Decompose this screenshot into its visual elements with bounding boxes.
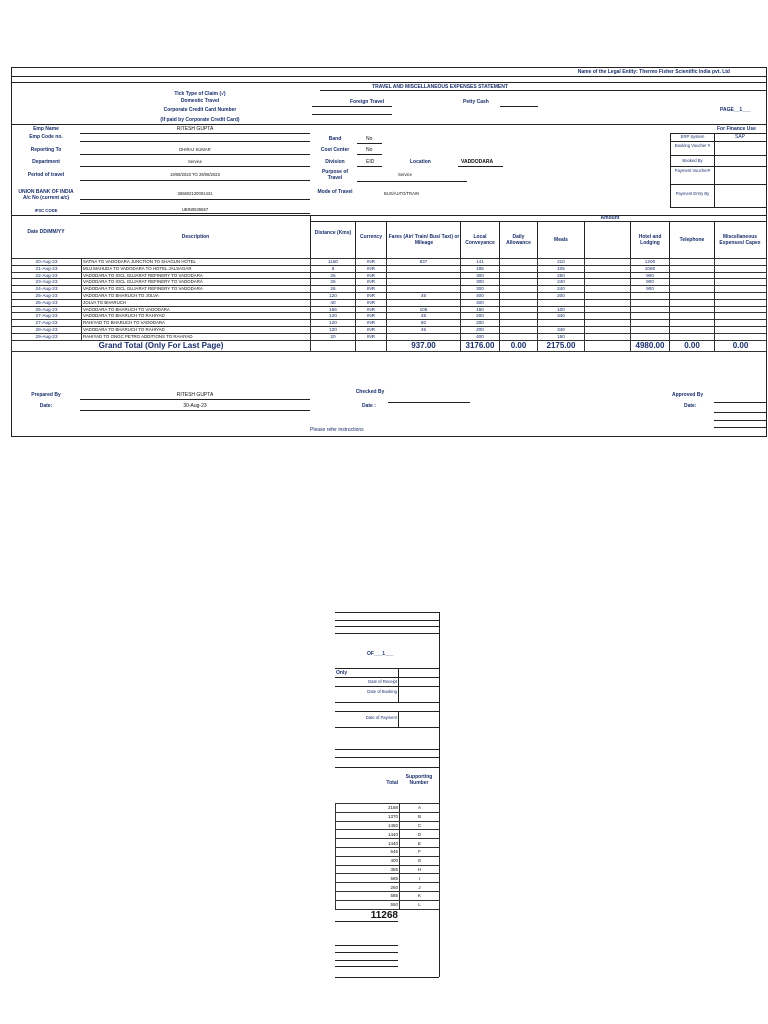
bank-label: UNION BANK OF INDIA <box>18 189 74 195</box>
table-row <box>12 313 767 320</box>
row-distance: 120 <box>311 320 356 327</box>
supporting-row <box>336 821 440 830</box>
row-daily <box>500 333 538 340</box>
row-date: 22-Aug-23 <box>12 272 82 279</box>
row-local: 300 <box>461 286 500 293</box>
row-misc <box>715 279 767 286</box>
total-daily: 0.00 <box>500 340 538 351</box>
row-blank <box>585 286 631 293</box>
row-fare: 45 <box>387 326 461 333</box>
prepared-by-value: RITESH GUPTA <box>176 392 214 398</box>
row-daily <box>500 272 538 279</box>
supporting-ref: I <box>400 874 440 883</box>
account-value: 355602120001441 <box>177 191 213 196</box>
row-currency: INR <box>356 265 387 272</box>
row-misc <box>715 292 767 299</box>
row-blank <box>585 333 631 340</box>
row-daily <box>500 265 538 272</box>
supporting-ref: G <box>400 856 440 865</box>
supporting-row <box>336 865 440 874</box>
row-hotel <box>631 333 670 340</box>
row-description: VADODARA TO BHARUCH TO RAHIYAD <box>82 326 311 333</box>
row-hotel <box>631 306 670 313</box>
row-daily <box>500 299 538 306</box>
row-description: VADODARA TO IOCL GUJARAT REFINERY TO VADODARA <box>82 272 311 279</box>
period-label: Period of travel <box>27 172 65 178</box>
row-telephone <box>670 259 715 266</box>
distance-col-header: Distance (Kms) <box>314 230 352 236</box>
row-description: VADODARA TO BHARUCH TO JOLVA <box>82 292 311 299</box>
row-meals <box>538 320 585 327</box>
row-fare: 837 <box>387 259 461 266</box>
total-misc: 0.00 <box>715 340 767 351</box>
misc-col-header: Miscellaneous Expenses/ Capex <box>719 234 761 246</box>
supporting-ref: D <box>400 830 440 839</box>
row-fare <box>387 265 461 272</box>
reporting-value: DHIRAJ KUMAR <box>179 147 211 152</box>
row-fare <box>387 299 461 306</box>
row-telephone <box>670 279 715 286</box>
supporting-total: 1440 <box>336 839 400 848</box>
row-meals: 340 <box>538 313 585 320</box>
row-daily <box>500 279 538 286</box>
row-distance: 20 <box>311 333 356 340</box>
tick-type-label: Tick Type of Claim (√) <box>174 91 226 97</box>
row-telephone <box>670 333 715 340</box>
page-label: PAGE__1___ <box>720 107 751 113</box>
row-description: VADODARA TO IOCL GUJARAT REFINERY TO VADODARA <box>82 279 311 286</box>
supporting-row <box>336 847 440 856</box>
only-label: Only <box>336 670 348 676</box>
supporting-total: 585 <box>336 891 400 900</box>
row-blank <box>585 306 631 313</box>
row-hotel <box>631 292 670 299</box>
row-blank <box>585 326 631 333</box>
row-date: 27-Aug-23 <box>12 313 82 320</box>
row-blank <box>585 299 631 306</box>
row-distance: 1150 <box>311 259 356 266</box>
row-fare: 45 <box>387 292 461 299</box>
row-description: RAHIYAD TO ONGC PETRO ADDITIONS TO RAHIYAD <box>82 333 311 340</box>
supporting-ref: F <box>400 847 440 856</box>
row-misc <box>715 306 767 313</box>
fares-col-header: Fares (Air/ Train/ Bus/ Taxi) or Mileage <box>388 234 460 246</box>
meals-col-header: Meals <box>554 237 568 243</box>
date-booking-label: Date of Booking <box>367 689 397 694</box>
cost-center-value: No <box>366 147 373 153</box>
row-hotel: 900 <box>631 279 670 286</box>
domestic-travel-label: Domestic Travel <box>180 98 220 104</box>
local-col-header: Local Conveyance <box>465 234 495 246</box>
grand-total-row <box>12 340 767 351</box>
row-misc <box>715 326 767 333</box>
supporting-row <box>336 830 440 839</box>
row-date: 21-Aug-23 <box>12 265 82 272</box>
date-col-header: Date DD/MM/YY <box>27 229 65 235</box>
row-meals: 100 <box>538 306 585 313</box>
total-meals: 2175.00 <box>538 340 585 351</box>
emp-code-label: Emp Code no. <box>29 134 63 140</box>
expense-table <box>11 258 767 352</box>
supporting-ref: E <box>400 839 440 848</box>
row-currency: INR <box>356 279 387 286</box>
location-value: VADDODARA <box>461 159 494 165</box>
row-blank <box>585 272 631 279</box>
mode-label: Mode of Travel <box>317 189 353 195</box>
table-row <box>12 286 767 293</box>
row-date: 24-Aug-23 <box>12 286 82 293</box>
row-blank <box>585 279 631 286</box>
amount-header: Amount <box>600 215 620 221</box>
supporting-ref: A <box>400 804 440 813</box>
row-hotel: 900 <box>631 272 670 279</box>
row-local: 150 <box>461 306 500 313</box>
payment-entry-label: Payment Entry By <box>675 191 710 196</box>
row-distance: 40 <box>311 299 356 306</box>
row-description: MUJ MAHUDA TO VADODARA TO HOTEL JALSAGAR <box>82 265 311 272</box>
total-local: 3176.00 <box>461 340 500 351</box>
row-currency: INR <box>356 272 387 279</box>
row-currency: INR <box>356 306 387 313</box>
row-description: SATNA TO VADODARA JUNCTION TO SHAGUN HOTEL <box>82 259 311 266</box>
row-date: 26-Aug-23 <box>12 306 82 313</box>
row-hotel: 1080 <box>631 265 670 272</box>
row-local: 185 <box>461 265 500 272</box>
row-telephone <box>670 320 715 327</box>
row-description: RAHIYAD TO BHARUCH TO VADODARA <box>82 320 311 327</box>
row-meals: 250 <box>538 272 585 279</box>
row-currency: INR <box>356 299 387 306</box>
band-label: Band <box>328 136 342 142</box>
total-telephone: 0.00 <box>670 340 715 351</box>
petty-cash-label: Petty Cash <box>463 99 489 105</box>
row-fare: 45 <box>387 313 461 320</box>
row-blank <box>585 313 631 320</box>
row-telephone <box>670 286 715 293</box>
row-hotel <box>631 326 670 333</box>
row-blank <box>585 259 631 266</box>
supporting-ref: K <box>400 891 440 900</box>
booking-voucher-label: Booking Voucher # <box>674 143 711 148</box>
ifsc-value: UBIN0535567 <box>181 207 209 212</box>
supporting-row <box>336 856 440 865</box>
supporting-ref: H <box>400 865 440 874</box>
total-col-label: Total <box>386 780 398 786</box>
table-row <box>12 292 767 299</box>
row-misc <box>715 313 767 320</box>
row-telephone <box>670 265 715 272</box>
row-telephone <box>670 313 715 320</box>
row-date: 27-Aug-23 <box>12 320 82 327</box>
row-currency: INR <box>356 326 387 333</box>
row-misc <box>715 265 767 272</box>
row-fare <box>387 272 461 279</box>
row-misc <box>715 272 767 279</box>
total-fare: 937.00 <box>387 340 461 351</box>
row-misc <box>715 333 767 340</box>
row-local: 300 <box>461 272 500 279</box>
row-fare <box>387 333 461 340</box>
row-distance: 156 <box>311 306 356 313</box>
purpose-value: Service <box>398 172 412 177</box>
prepared-date-value: 30-Aug-23 <box>183 403 207 409</box>
total-hotel: 4980.00 <box>631 340 670 351</box>
date-receipt-label: Date of Receipt <box>368 679 397 684</box>
row-daily <box>500 313 538 320</box>
ifsc-label: IFSC CODE <box>34 208 58 213</box>
supporting-row <box>336 891 440 900</box>
supporting-table <box>335 803 440 910</box>
row-description: JOLVA TO BHARUCH <box>82 299 311 306</box>
table-row <box>12 320 767 327</box>
row-meals: 210 <box>538 259 585 266</box>
row-hotel <box>631 313 670 320</box>
supporting-row <box>336 839 440 848</box>
row-description: VADODARA TO IOCL GUJARAT REFINERY TO VADODARA <box>82 286 311 293</box>
row-meals: 150 <box>538 333 585 340</box>
row-meals: 340 <box>538 326 585 333</box>
row-blank <box>585 292 631 299</box>
row-distance: 26 <box>311 272 356 279</box>
row-distance: 120 <box>311 326 356 333</box>
row-local: 200 <box>461 320 500 327</box>
erp-value: SAP <box>734 134 745 140</box>
row-misc <box>715 299 767 306</box>
table-row <box>12 306 767 313</box>
row-meals: 240 <box>538 286 585 293</box>
row-blank <box>585 265 631 272</box>
row-date: 28-Aug-23 <box>12 326 82 333</box>
if-paid-label: (If paid by Corporate Credit Card) <box>160 117 240 123</box>
row-blank <box>585 320 631 327</box>
row-meals: 200 <box>538 292 585 299</box>
supporting-row <box>336 874 440 883</box>
row-hotel <box>631 299 670 306</box>
supporting-total: 355 <box>336 865 400 874</box>
instructions-note: Please refer instructions <box>310 427 364 433</box>
table-row <box>12 326 767 333</box>
row-daily <box>500 306 538 313</box>
row-currency: INR <box>356 320 387 327</box>
row-date: 25-Aug-23 <box>12 292 82 299</box>
row-date: 25-Aug-23 <box>12 299 82 306</box>
row-currency: INR <box>356 333 387 340</box>
row-distance: 120 <box>311 313 356 320</box>
supporting-total: 550 <box>336 900 400 909</box>
row-fare: 60 <box>387 320 461 327</box>
row-currency: INR <box>356 313 387 320</box>
table-row <box>12 259 767 266</box>
telephone-col-header: Telephone <box>679 237 705 243</box>
mode-value: BUS/AUTO/TRAIN <box>384 191 420 196</box>
row-local: 200 <box>461 326 500 333</box>
row-currency: INR <box>356 259 387 266</box>
cost-center-label: Cost Center <box>320 147 350 153</box>
approved-date-label: Date: <box>684 403 697 409</box>
division-label: Division <box>325 159 345 165</box>
supporting-row <box>336 812 440 821</box>
row-telephone <box>670 299 715 306</box>
prepared-by-label: Prepared By <box>31 392 61 398</box>
grand-total-label: Grand Total (Only For Last Page) <box>12 340 311 351</box>
daily-col-header: Daily Allowance <box>506 234 531 246</box>
row-description: VADODARA TO BHARUCH TO RAHIYAD <box>82 313 311 320</box>
row-daily <box>500 326 538 333</box>
statement-title: TRAVEL AND MISCELLANEOUS EXPENSES STATEMENT <box>372 84 508 90</box>
band-value: No <box>366 136 373 142</box>
row-local: 300 <box>461 279 500 286</box>
supporting-total: 1370 <box>336 812 400 821</box>
supporting-ref: B <box>400 812 440 821</box>
reporting-label: Reporting To <box>30 147 62 153</box>
row-hotel <box>631 320 670 327</box>
legal-entity: Name of the Legal Entity: Thermo Fisher Scientific India pvt. Ltd <box>577 69 730 75</box>
currency-col-header: Currency <box>360 234 382 240</box>
row-local: 400 <box>461 299 500 306</box>
prepared-date-label: Date: <box>39 403 53 409</box>
row-telephone <box>670 306 715 313</box>
supporting-total: 585 <box>336 874 400 883</box>
payment-voucher-label: Payment Voucher# <box>674 168 711 173</box>
row-daily <box>500 292 538 299</box>
emp-name-label: Emp Name <box>33 126 59 132</box>
period-value: 19/08/2023 TO 29/08/2023 <box>170 172 220 177</box>
erp-label: ERP System <box>680 134 705 139</box>
row-meals: 105 <box>538 265 585 272</box>
row-local: 400 <box>461 333 500 340</box>
checked-by-label: Checked By <box>355 389 385 395</box>
row-misc <box>715 320 767 327</box>
row-misc <box>715 286 767 293</box>
foreign-travel-label: Foreign Travel <box>350 99 385 105</box>
row-local: 400 <box>461 292 500 299</box>
supporting-total: 400 <box>336 856 400 865</box>
row-telephone <box>670 326 715 333</box>
supporting-ref: L <box>400 900 440 909</box>
row-telephone <box>670 292 715 299</box>
row-distance: 26 <box>311 286 356 293</box>
corp-card-label: Corporate Credit Card Number <box>163 107 237 113</box>
supporting-col-label: Supporting Number <box>405 774 433 786</box>
purpose-label: Purpose of Travel <box>321 169 349 181</box>
supporting-total: 1440 <box>336 830 400 839</box>
row-misc <box>715 259 767 266</box>
department-label: Department <box>32 159 60 165</box>
row-date: 20-Aug-23 <box>12 259 82 266</box>
row-distance: 8 <box>311 265 356 272</box>
supporting-total: 645 <box>336 847 400 856</box>
side-grand-total: 11268 <box>370 910 398 921</box>
row-daily <box>500 320 538 327</box>
row-local: 141 <box>461 259 500 266</box>
table-row <box>12 333 767 340</box>
row-hotel: 1200 <box>631 259 670 266</box>
row-local: 200 <box>461 313 500 320</box>
table-row <box>12 265 767 272</box>
location-label: Location <box>410 159 431 165</box>
row-hotel: 900 <box>631 286 670 293</box>
row-date: 29-Aug-23 <box>12 333 82 340</box>
row-description: VADODARA TO BHARUCH TO VADODARA <box>82 306 311 313</box>
checked-date-label: Date : <box>362 403 376 409</box>
row-meals: 240 <box>538 279 585 286</box>
supporting-total: 260 <box>336 883 400 892</box>
supporting-ref: J <box>400 883 440 892</box>
row-currency: INR <box>356 292 387 299</box>
hotel-col-header: Hotel and Lodging <box>638 234 662 246</box>
row-telephone <box>670 272 715 279</box>
row-daily <box>500 286 538 293</box>
row-fare <box>387 286 461 293</box>
supporting-row <box>336 900 440 909</box>
supporting-total: 1450 <box>336 821 400 830</box>
bank-sub-label: A/c No (current a/c) <box>22 195 70 201</box>
row-distance: 26 <box>311 279 356 286</box>
row-currency: INR <box>356 286 387 293</box>
division-value: EID <box>366 159 375 165</box>
emp-name-value: RITESH GUPTA <box>176 126 214 132</box>
booked-by-label: Booked By <box>682 158 703 163</box>
table-row <box>12 299 767 306</box>
row-daily <box>500 259 538 266</box>
department-value: Service <box>188 159 202 164</box>
description-col-header: Description <box>181 234 210 240</box>
of-page-label: OF___1___ <box>367 651 394 657</box>
row-date: 23-Aug-23 <box>12 279 82 286</box>
table-row <box>12 272 767 279</box>
table-row <box>12 279 767 286</box>
supporting-total: 2188 <box>336 804 400 813</box>
date-payment-label: Date of Payment <box>365 715 397 720</box>
supporting-ref: C <box>400 821 440 830</box>
supporting-row <box>336 804 440 813</box>
row-distance: 120 <box>311 292 356 299</box>
row-meals <box>538 299 585 306</box>
row-fare <box>387 279 461 286</box>
approved-by-label: Approved By <box>672 392 704 398</box>
supporting-row <box>336 883 440 892</box>
row-fare: 105 <box>387 306 461 313</box>
finance-title: For Finance Use <box>717 126 756 132</box>
